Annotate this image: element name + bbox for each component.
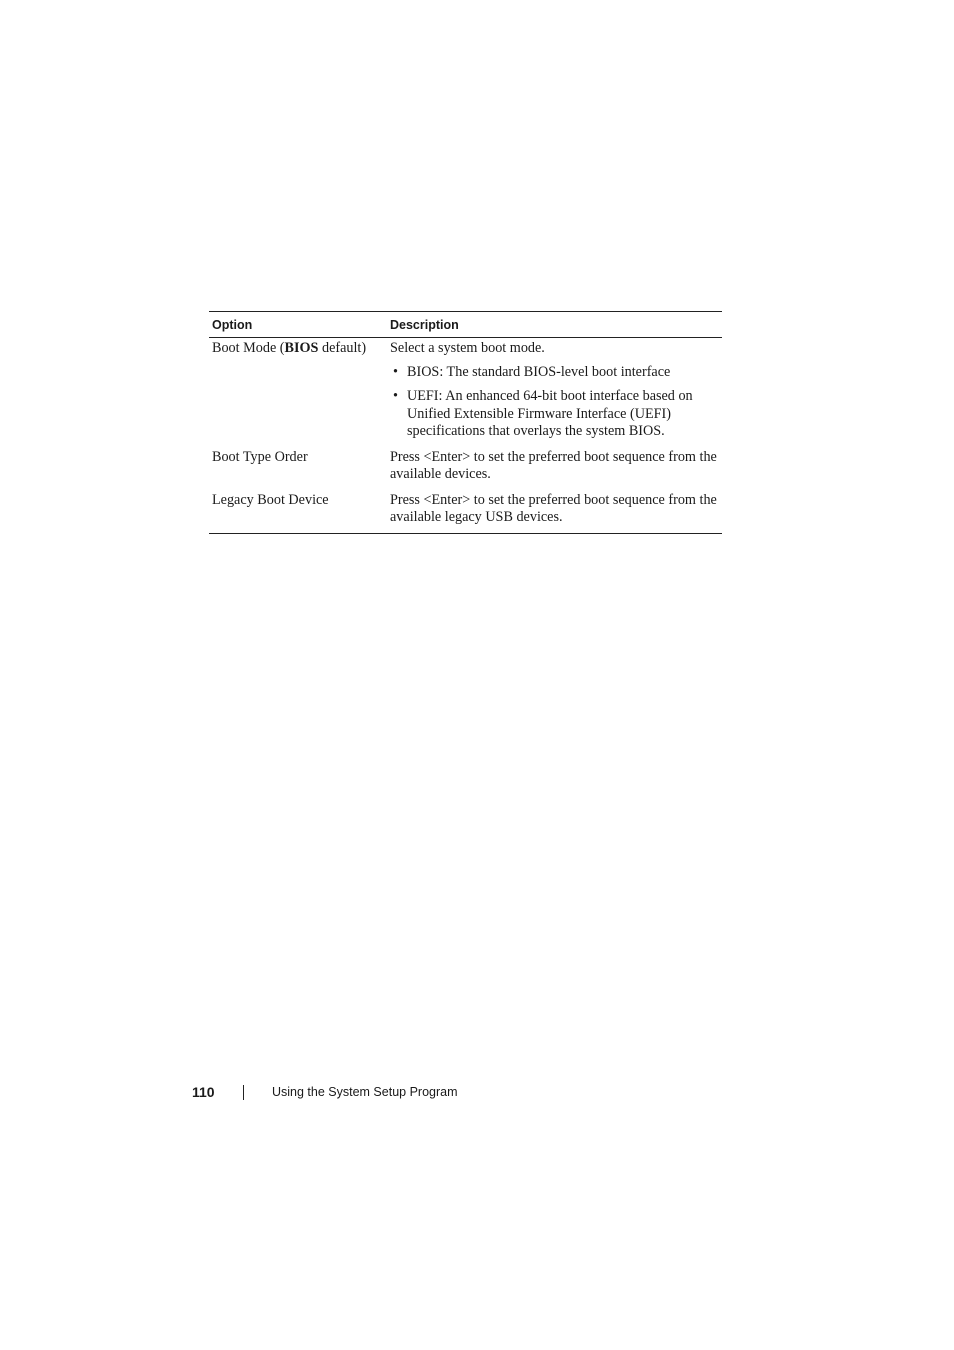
list-item-text: UEFI: An enhanced 64-bit boot interface based on Unified Extensible Firmware Interface (UEFI) specifications that overlays the system BIOS. bbox=[407, 388, 693, 439]
footer-section-title: Using the System Setup Program bbox=[272, 1085, 458, 1099]
description-cell: Press <Enter> to set the preferred boot sequence from the available devices. bbox=[390, 448, 717, 482]
option-bullet-list bbox=[390, 364, 719, 441]
table-header-row bbox=[209, 312, 722, 338]
description-text: Select a system boot mode. bbox=[390, 340, 545, 356]
option-cell: Boot Type Order bbox=[212, 448, 308, 465]
table-row bbox=[209, 490, 722, 534]
bullet-icon: • bbox=[393, 363, 398, 380]
table-row bbox=[209, 447, 722, 490]
option-default-value: BIOS bbox=[284, 340, 319, 356]
option-cell bbox=[209, 338, 387, 447]
list-item-text: BIOS: The standard BIOS-level boot interface bbox=[407, 363, 671, 380]
description-cell bbox=[387, 338, 722, 447]
boot-settings-table bbox=[209, 311, 722, 534]
description-cell: Press <Enter> to set the preferred boot sequence from the available legacy USB devices. bbox=[390, 491, 717, 525]
page-number: 110 bbox=[192, 1084, 215, 1100]
option-column-header: Option bbox=[209, 312, 387, 338]
bullet-icon: • bbox=[393, 388, 398, 404]
table-row bbox=[209, 338, 722, 447]
option-cell: Legacy Boot Device bbox=[212, 491, 329, 508]
option-text-suffix: default) bbox=[318, 340, 367, 356]
list-item bbox=[390, 388, 719, 441]
list-item bbox=[390, 364, 719, 382]
footer-divider bbox=[243, 1085, 244, 1100]
option-text: Boot Mode ( bbox=[212, 340, 285, 356]
description-column-header: Description bbox=[387, 312, 722, 338]
